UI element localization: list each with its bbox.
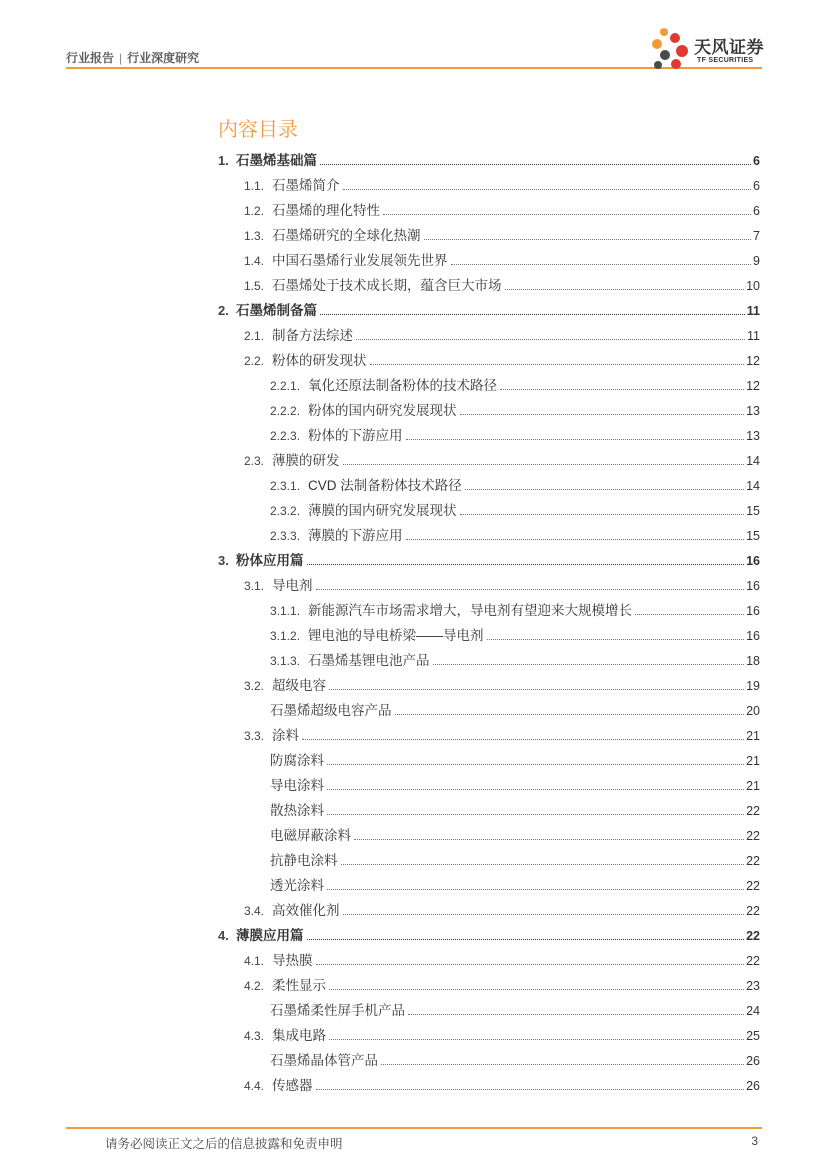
toc-entry-number: 1.4. [244,254,265,268]
toc-entry-number: 2. [218,303,229,318]
toc-entry-number: 1.1. [244,179,265,193]
toc-dot-leader [460,513,745,515]
toc-dot-leader [343,913,745,915]
toc-entry-page: 22 [746,929,760,943]
logo-dot [652,39,662,49]
toc-entry-number: 4. [218,928,229,943]
toc-entry[interactable] [0,248,760,273]
toc-entry-page: 26 [746,1079,760,1093]
company-logo [648,26,762,72]
toc-entry[interactable] [0,748,760,773]
toc-entry[interactable] [0,948,760,973]
toc-entry-number: 3.2. [244,679,265,693]
toc-entry[interactable] [0,398,760,423]
logo-name-cn: 天风证券 [694,38,764,57]
toc-entry-page: 11 [747,329,760,343]
toc-entry[interactable] [0,223,760,248]
toc-entry-title: 防腐涂料 [270,753,324,768]
logo-name-en: TF SECURITIES [697,57,754,64]
toc-dot-leader [406,538,745,540]
toc-entry-page: 7 [753,229,760,243]
toc-entry-title: 中国石墨烯行业发展领先世界 [272,253,448,268]
toc-entry[interactable] [0,1073,760,1098]
toc-entry-number: 2.2.3. [270,429,301,443]
toc-entry-page: 18 [746,654,760,668]
header-separator: | [119,51,123,65]
toc-entry[interactable] [0,548,760,573]
toc-entry-title: 粉体的研发现状 [272,353,367,368]
toc-entry-page: 25 [746,1029,760,1043]
toc-entry-page: 6 [753,179,760,193]
toc-entry-title: 超级电容 [272,678,326,693]
toc-entry-title: 导热膜 [272,953,313,968]
toc-title: 内容目录 [218,119,298,141]
toc-entry[interactable] [0,198,760,223]
toc-dot-leader [505,288,745,290]
toc-entry-page: 6 [753,154,760,168]
toc-entry[interactable] [0,648,760,673]
toc-entry[interactable] [0,148,760,173]
toc-entry[interactable] [0,373,760,398]
toc-entry-number: 3.1.3. [270,654,301,668]
toc-entry[interactable] [0,598,760,623]
toc-entry-number: 2.1. [244,329,265,343]
toc-entry-title: 新能源汽车市场需求增大，导电剂有望迎来大规模增长 [308,603,632,618]
logo-dot [660,28,668,36]
toc-entry[interactable] [0,1023,760,1048]
toc-dot-leader [343,463,745,465]
toc-entry-page: 11 [746,304,760,318]
toc-entry[interactable] [0,1048,760,1073]
toc-entry-page: 22 [746,804,760,818]
toc-entry-number: 2.3.2. [270,504,301,518]
toc-entry-page: 13 [746,404,760,418]
toc-entry-title: 石墨烯处于技术成长期，蕴含巨大市场 [272,278,502,293]
toc-dot-leader [381,1063,744,1065]
toc-entry-number: 1. [218,153,229,168]
toc-entry[interactable] [0,273,760,298]
toc-dot-leader [460,413,745,415]
toc-dot-leader [329,988,744,990]
toc-dot-leader [320,163,751,165]
toc-entry[interactable] [0,998,760,1023]
toc-entry-title: 电磁屏蔽涂料 [270,828,351,843]
toc-entry-title: CVD 法制备粉体技术路径 [308,478,462,493]
toc-entry-page: 22 [746,954,760,968]
toc-entry-page: 16 [746,629,760,643]
toc-entry-number: 4.1. [244,954,265,968]
toc-entry[interactable] [0,873,760,898]
toc-entry[interactable] [0,823,760,848]
toc-dot-leader [316,588,745,590]
toc-dot-leader [500,388,744,390]
toc-entry-title: 薄膜的国内研究发展现状 [308,503,457,518]
toc-entry-number: 3.1. [244,579,265,593]
toc-entry-number: 2.2. [244,354,265,368]
toc-dot-leader [327,888,744,890]
toc-entry[interactable] [0,448,760,473]
toc-dot-leader [635,613,744,615]
toc-entry-title: 石墨烯基锂电池产品 [308,653,430,668]
toc-entry-page: 12 [746,379,760,393]
toc-entry-title: 薄膜应用篇 [236,928,304,943]
toc-entry-title: 石墨烯研究的全球化热潮 [272,228,421,243]
toc-entry-title: 薄膜的下游应用 [308,528,403,543]
toc-entry-number: 3.3. [244,729,265,743]
toc-entry-number: 1.3. [244,229,265,243]
toc-entry-number: 1.5. [244,279,265,293]
toc-entry[interactable] [0,923,760,948]
toc-entry-page: 26 [746,1054,760,1068]
toc-entry-page: 22 [746,904,760,918]
toc-entry[interactable] [0,348,760,373]
toc-dot-leader [327,813,744,815]
toc-dot-leader [307,563,745,565]
toc-entry-number: 3.4. [244,904,265,918]
toc-entry[interactable] [0,973,760,998]
toc-entry-page: 22 [746,854,760,868]
toc-dot-leader [329,1038,744,1040]
toc-entry[interactable] [0,773,760,798]
toc-dot-leader [354,838,744,840]
toc-entry[interactable] [0,523,760,548]
toc-entry-page: 10 [746,279,760,293]
toc-dot-leader [406,438,745,440]
toc-entry[interactable] [0,673,760,698]
toc-entry-page: 12 [746,354,760,368]
toc-entry-title: 柔性显示 [272,978,326,993]
toc-entry-number: 2.2.2. [270,404,301,418]
toc-entry-title: 石墨烯基础篇 [236,153,317,168]
toc-entry-title: 石墨烯柔性屏手机产品 [270,1003,405,1018]
toc-entry-number: 4.4. [244,1079,265,1093]
toc-entry-title: 石墨烯的理化特性 [272,203,380,218]
toc-entry-number: 3. [218,553,229,568]
toc-entry-number: 2.3. [244,454,265,468]
toc-entry-number: 1.2. [244,204,265,218]
toc-entry-title: 传感器 [272,1078,313,1093]
toc-entry-number: 4.3. [244,1029,265,1043]
toc-dot-leader [395,713,745,715]
report-category [66,49,199,66]
toc-entry-page: 22 [746,879,760,893]
toc-entry-page: 24 [746,1004,760,1018]
toc-dot-leader [320,313,745,315]
table-of-contents [0,148,760,1098]
toc-entry[interactable] [0,498,760,523]
tf-flower-logo-icon [648,26,694,72]
toc-entry-title: 散热涂料 [270,803,324,818]
toc-entry-title: 导电涂料 [270,778,324,793]
toc-entry-title: 石墨烯简介 [272,178,340,193]
footer-disclaimer: 请务必阅读正文之后的信息披露和免责申明 [105,1137,343,1151]
toc-entry-title: 抗静电涂料 [270,853,338,868]
toc-entry[interactable] [0,423,760,448]
toc-entry[interactable] [0,473,760,498]
toc-entry-number: 2.2.1. [270,379,301,393]
toc-entry-page: 15 [746,504,760,518]
footer-rule [66,1127,762,1129]
toc-entry-title: 石墨烯晶体管产品 [270,1053,378,1068]
toc-entry-number: 3.1.2. [270,629,301,643]
toc-entry-title: 石墨烯制备篇 [236,303,317,318]
toc-entry-title: 粉体的国内研究发展现状 [308,403,457,418]
toc-dot-leader [451,263,752,265]
toc-entry-number: 4.2. [244,979,265,993]
toc-dot-leader [370,363,745,365]
toc-entry-title: 导电剂 [272,578,313,593]
report-type: 行业报告 [66,51,115,65]
logo-dot [660,50,670,60]
report-subtype: 行业深度研究 [127,51,200,65]
toc-entry[interactable] [0,848,760,873]
toc-entry-page: 15 [746,529,760,543]
toc-entry[interactable] [0,298,760,323]
toc-entry-title: 制备方法综述 [272,328,353,343]
toc-entry-title: 石墨烯超级电容产品 [270,703,392,718]
toc-entry-title: 集成电路 [272,1028,326,1043]
toc-entry-page: 22 [746,829,760,843]
toc-dot-leader [327,763,744,765]
toc-dot-leader [487,638,745,640]
toc-dot-leader [327,788,744,790]
toc-entry-page: 20 [746,704,760,718]
toc-entry-page: 14 [746,479,760,493]
toc-dot-leader [356,338,745,340]
toc-entry[interactable] [0,623,760,648]
toc-entry-page: 19 [746,679,760,693]
toc-dot-leader [341,863,745,865]
logo-dot [671,59,681,69]
toc-entry[interactable] [0,723,760,748]
toc-entry-title: 薄膜的研发 [272,453,340,468]
toc-dot-leader [383,213,751,215]
toc-dot-leader [343,188,752,190]
toc-entry-title: 透光涂料 [270,878,324,893]
toc-entry-title: 氧化还原法制备粉体的技术路径 [308,378,497,393]
toc-entry-number: 2.3.3. [270,529,301,543]
toc-entry-title: 粉体的下游应用 [308,428,403,443]
toc-dot-leader [433,663,745,665]
toc-dot-leader [424,238,752,240]
toc-entry-number: 3.1.1. [270,604,301,618]
toc-entry-page: 16 [746,554,760,568]
toc-entry-page: 16 [746,579,760,593]
toc-entry-title: 锂电池的导电桥梁——导电剂 [308,628,484,643]
toc-entry[interactable] [0,798,760,823]
toc-entry-page: 21 [746,779,760,793]
toc-dot-leader [316,1088,745,1090]
toc-entry[interactable] [0,323,760,348]
toc-dot-leader [302,738,744,740]
toc-entry-title: 涂料 [272,728,299,743]
toc-dot-leader [307,938,745,940]
toc-entry[interactable] [0,698,760,723]
logo-dot [654,61,662,69]
toc-entry-title: 高效催化剂 [272,903,340,918]
toc-dot-leader [329,688,744,690]
logo-dot [670,33,680,43]
toc-entry-page: 9 [753,254,760,268]
toc-entry-page: 14 [746,454,760,468]
toc-entry[interactable] [0,898,760,923]
toc-entry-number: 2.3.1. [270,479,301,493]
logo-dot [676,45,688,57]
toc-entry[interactable] [0,573,760,598]
toc-dot-leader [465,488,744,490]
toc-entry-page: 23 [746,979,760,993]
toc-entry[interactable] [0,173,760,198]
toc-entry-page: 6 [753,204,760,218]
toc-entry-page: 21 [746,754,760,768]
toc-dot-leader [408,1013,744,1015]
toc-entry-page: 21 [746,729,760,743]
page-number: 3 [751,1134,758,1148]
toc-dot-leader [316,963,745,965]
toc-entry-title: 粉体应用篇 [236,553,304,568]
toc-entry-page: 13 [746,429,760,443]
toc-entry-page: 16 [746,604,760,618]
